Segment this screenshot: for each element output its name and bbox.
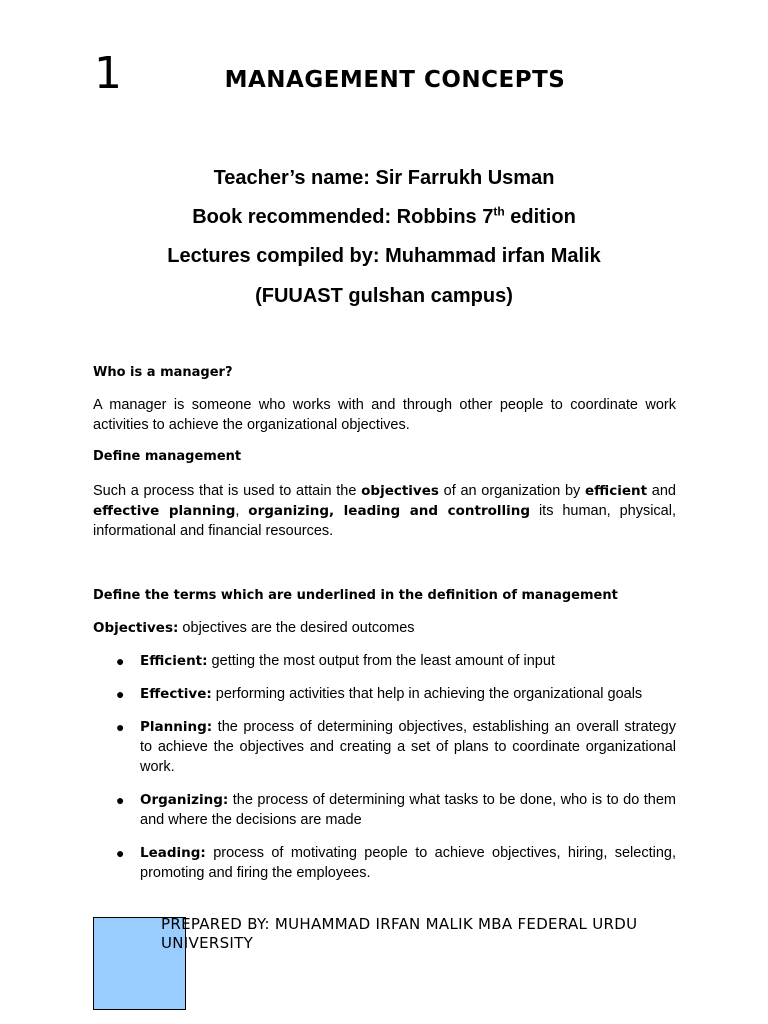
- text-run: of an organization by: [438, 483, 586, 499]
- bullet-effective: [93, 684, 676, 704]
- heading-define-terms: Define the terms which are underlined in the definition of management: [93, 588, 618, 603]
- bullet-leading: [93, 843, 676, 883]
- text-run: its human, physical, informational and financial resources.: [93, 503, 676, 539]
- term-label: Organizing:: [140, 792, 229, 808]
- text-run: Such a process that is used to attain the: [93, 483, 362, 499]
- term-text: process of motivating people to achieve objectives, hiring, selecting, promoting and firing the employees.: [140, 845, 676, 881]
- text-run: and: [647, 483, 676, 499]
- campus: (FUUAST gulshan campus): [255, 285, 513, 307]
- book-superscript: th: [493, 204, 505, 219]
- footer-prepared-by: PREPARED BY: MUHAMMAD IRFAN MALIK MBA FEDERAL URDU UNIVERSITY: [161, 915, 638, 952]
- term-label: Leading:: [140, 845, 206, 861]
- bullet-efficient: [93, 651, 676, 671]
- terms-bullet-list: [93, 651, 676, 896]
- objectives-label: Objectives:: [93, 620, 179, 636]
- management-definition: [93, 481, 676, 541]
- bullet-dot-icon: ●: [116, 686, 125, 702]
- term-text: getting the most output from the least amount of input: [207, 653, 555, 669]
- bullet-planning: [93, 717, 676, 777]
- teacher-name: Teacher’s name: Sir Farrukh Usman: [213, 167, 555, 189]
- term-text: the process of determining objectives, establishing an overall strategy to achieve the objectives and creating a set of plans to coordinate organizational work.: [140, 719, 676, 775]
- bold-organizing-leading-controlling: organizing, leading and controlling: [248, 503, 531, 519]
- bold-efficient: efficient: [585, 483, 648, 499]
- heading-who-is-manager: Who is a manager?: [93, 365, 233, 380]
- term-label: Efficient:: [140, 653, 208, 669]
- bold-objectives: objectives: [361, 483, 439, 499]
- page-title: MANAGEMENT CONCEPTS: [224, 67, 566, 93]
- compiled-by: Lectures compiled by: Muhammad irfan Malik: [167, 245, 601, 267]
- heading-define-management: Define management: [93, 449, 242, 464]
- manager-definition: A manager is someone who works with and through other people to coordinate work activities to achieve the organizational objectives.: [93, 397, 676, 433]
- bold-effective-planning: effective planning: [93, 503, 236, 519]
- bullet-dot-icon: ●: [116, 719, 125, 735]
- term-label: Planning:: [140, 719, 213, 735]
- book-edition: edition: [504, 206, 576, 228]
- bullet-dot-icon: ●: [116, 845, 125, 861]
- book-recommended: [0, 205, 768, 229]
- term-text: the process of determining what tasks to be done, who is to do them and where the decisions are made: [140, 792, 676, 828]
- term-label: Effective:: [140, 686, 212, 702]
- objectives-definition: [93, 618, 676, 638]
- bullet-dot-icon: ●: [116, 792, 125, 808]
- book-text: Book recommended: Robbins 7: [192, 206, 494, 228]
- bullet-organizing: [93, 790, 676, 830]
- term-text: performing activities that help in achieving the organizational goals: [211, 686, 643, 702]
- chapter-number: 1: [94, 48, 122, 99]
- text-run: ,: [235, 503, 249, 519]
- bullet-dot-icon: ●: [116, 653, 125, 669]
- objectives-text: objectives are the desired outcomes: [178, 620, 415, 636]
